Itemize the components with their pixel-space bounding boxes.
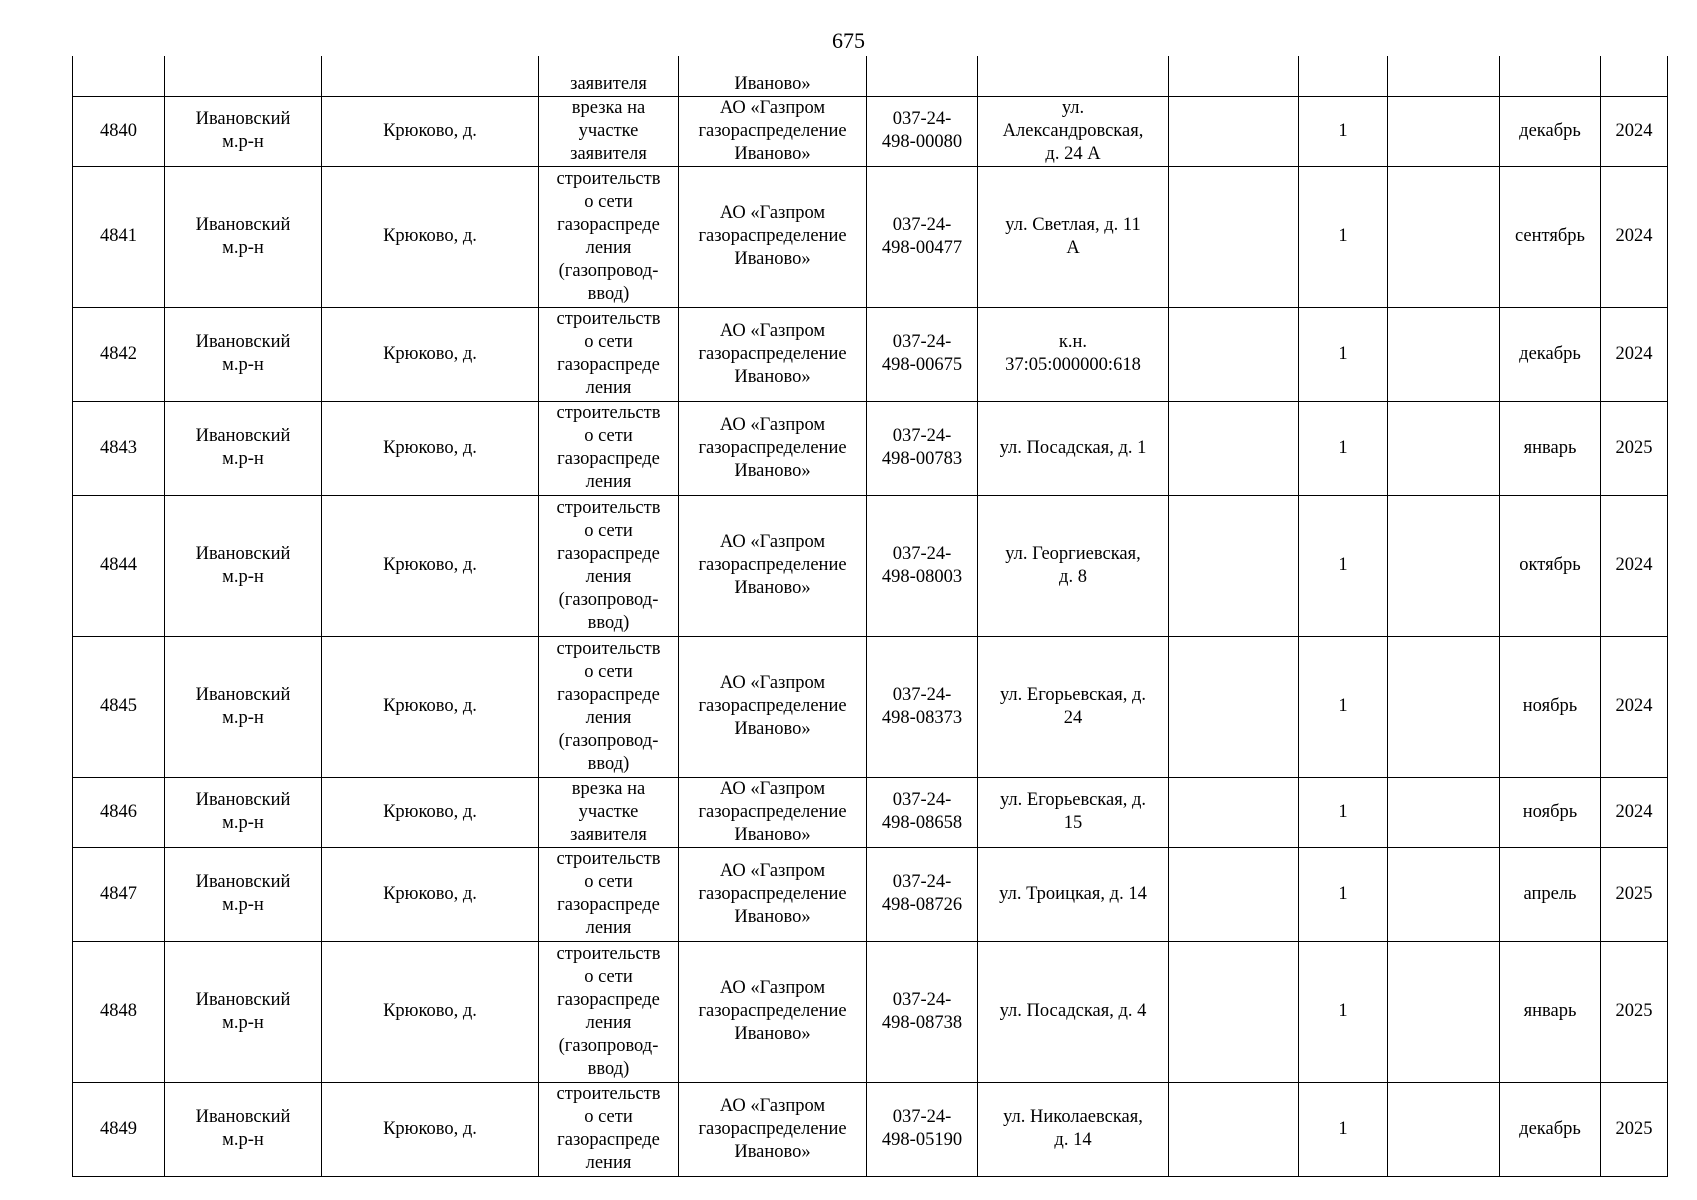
cell-organization-line: АО «Газпром: [719, 978, 826, 998]
cell-address: [978, 166, 1169, 307]
cell-work-type-line: о сети: [584, 191, 633, 212]
cell-empty: [1388, 847, 1500, 941]
cell-month: сентябрь: [1500, 166, 1601, 307]
cell-year: 2025: [1601, 847, 1668, 941]
cell-organization-line: газораспределение: [698, 226, 847, 246]
cell-organization: [679, 495, 867, 636]
cell-address: [978, 495, 1169, 636]
cell-empty: [1388, 1082, 1500, 1176]
cell-qty: 1: [1299, 401, 1388, 495]
cell-num: [73, 56, 165, 96]
cell-code-line: 037-24-: [892, 109, 952, 129]
cell-code: [867, 495, 978, 636]
cell-district-line: Ивановский: [195, 109, 291, 129]
cell-qty: 1: [1299, 636, 1388, 777]
cell-address: [978, 636, 1169, 777]
cell-organization-line: Иваново»: [734, 1141, 811, 1162]
cell-address-line: ул. Посадская, д. 1: [999, 437, 1147, 458]
cell-address-line: д. 14: [1054, 1130, 1092, 1150]
cell-district-line: м.р-н: [222, 566, 264, 587]
cell-district: [165, 636, 322, 777]
cell-address-line: ул. Егорьевская, д.: [999, 790, 1147, 810]
cell-code-line: 498-05190: [881, 1130, 963, 1150]
cell-address-line: ул. Светлая, д. 11: [1005, 214, 1141, 235]
cell-code-line: 498-00675: [881, 355, 963, 375]
cell-work-type-line: ввод): [587, 283, 630, 304]
cell-work-type-line: участке: [578, 120, 639, 141]
cell-address-line: 37:05:000000:618: [1005, 355, 1141, 375]
cell-address-line: 15: [1063, 813, 1083, 833]
cell-address: [978, 96, 1169, 166]
cell-work-type-line: газораспреде: [557, 989, 660, 1010]
cell-organization-line: Иваново»: [734, 1024, 811, 1044]
cell-district-line: м.р-н: [222, 813, 264, 833]
cell-locality: [322, 56, 539, 96]
cell-qty: 1: [1299, 1082, 1388, 1176]
cell-month: январь: [1500, 401, 1601, 495]
cell-work-type-line: о сети: [584, 332, 633, 352]
cell-locality: Крюково, д.: [322, 96, 539, 166]
cell-organization: [679, 401, 867, 495]
cell-year: 2024: [1601, 495, 1668, 636]
cell-organization: [679, 847, 867, 941]
cell-code-line: 498-00080: [881, 132, 963, 152]
cell-qty: 1: [1299, 166, 1388, 307]
cell-work-type-line: строительств: [556, 403, 661, 423]
cell-work-type-line: строительств: [556, 849, 661, 869]
cell-year: 2024: [1601, 96, 1668, 166]
table-row: [73, 847, 1668, 941]
cell-code: [867, 777, 978, 847]
cell-code-line: 498-08003: [881, 566, 963, 587]
cell-month: ноябрь: [1500, 777, 1601, 847]
cell-organization-line: Иваново»: [734, 578, 811, 598]
cell-district-line: Ивановский: [195, 684, 291, 705]
cell-organization-line: Иваново»: [734, 460, 811, 481]
cell-district-line: м.р-н: [222, 707, 264, 728]
cell-organization-line: Иваново»: [734, 143, 811, 164]
cell-work-type-line: строительств: [556, 168, 661, 189]
cell-address-line: ул.: [1061, 97, 1085, 118]
cell-work-type-line: газораспреде: [557, 449, 660, 469]
cell-code: [867, 56, 978, 96]
cell-district: [165, 847, 322, 941]
cell-empty: [1388, 166, 1500, 307]
cell-qty: 1: [1299, 96, 1388, 166]
cell-num: 4846: [73, 777, 165, 847]
cell-organization-line: газораспределение: [698, 437, 847, 458]
cell-locality: Крюково, д.: [322, 166, 539, 307]
cell-work-type: [539, 636, 679, 777]
cell-organization-line: газораспределение: [698, 801, 847, 822]
cell-work-type-line: о сети: [584, 872, 633, 892]
cell-work-type-line: ввод): [587, 612, 630, 633]
cell-address-line: ул. Троицкая, д. 14: [999, 883, 1147, 904]
cell-organization-line: газораспределение: [698, 343, 847, 364]
cell-year: [1601, 56, 1668, 96]
table-row: [73, 1082, 1668, 1176]
cell-work-type: [539, 1082, 679, 1176]
cell-district-line: м.р-н: [222, 237, 264, 258]
cell-organization-line: Иваново»: [734, 824, 811, 845]
table-row: [73, 166, 1668, 307]
cell-address-line: Александровская,: [1002, 120, 1144, 141]
cell-organization-line: АО «Газпром: [719, 1095, 826, 1116]
cell-code: [867, 1082, 978, 1176]
cell-district-line: Ивановский: [195, 214, 291, 235]
cell-district-line: Ивановский: [195, 426, 291, 446]
cell-num: 4848: [73, 941, 165, 1082]
cell-qty: 1: [1299, 495, 1388, 636]
cell-empty: [1388, 941, 1500, 1082]
cell-work-type-line: газораспреде: [557, 543, 660, 564]
cell-work-type-line: ления: [585, 1012, 632, 1033]
cell-work-type-line: о сети: [584, 966, 633, 987]
cell-organization-line: газораспределение: [698, 1001, 847, 1021]
cell-district-line: Ивановский: [195, 790, 291, 810]
cell-organization-line: Иваново»: [734, 249, 811, 269]
cell-address-line: А: [1066, 237, 1080, 258]
cell-organization: [679, 307, 867, 401]
cell-qty: 1: [1299, 847, 1388, 941]
cell-work-type-line: строительств: [556, 497, 661, 518]
cell-qty: 1: [1299, 307, 1388, 401]
cell-work-type: [539, 166, 679, 307]
cell-organization: [679, 941, 867, 1082]
cell-month: [1500, 56, 1601, 96]
cell-empty: [1388, 401, 1500, 495]
cell-code-line: 037-24-: [892, 790, 952, 810]
cell-work-type-line: ления: [585, 472, 632, 492]
cell-work-type-line: участке: [578, 801, 639, 822]
cell-address-line: ул. Георгиевская,: [1005, 543, 1141, 564]
cell-work-type-line: заявителя: [570, 143, 647, 164]
cell-organization-line: газораспределение: [698, 883, 847, 904]
cell-work-type-line: ления: [585, 237, 632, 258]
registry-table-body: [73, 56, 1668, 1176]
cell-district-line: м.р-н: [222, 1012, 264, 1033]
cell-locality: Крюково, д.: [322, 636, 539, 777]
cell-empty: [1169, 307, 1299, 401]
cell-num: 4840: [73, 96, 165, 166]
table-row: [73, 495, 1668, 636]
cell-district-line: Ивановский: [195, 543, 291, 564]
cell-work-type-line: о сети: [584, 661, 633, 682]
cell-locality: Крюково, д.: [322, 307, 539, 401]
cell-code: [867, 307, 978, 401]
cell-num: 4842: [73, 307, 165, 401]
cell-code: [867, 847, 978, 941]
cell-organization: [679, 166, 867, 307]
cell-work-type: заявителя: [539, 56, 679, 96]
cell-organization-line: АО «Газпром: [719, 203, 826, 223]
cell-empty: [1169, 847, 1299, 941]
registry-table: [72, 56, 1668, 1177]
cell-num: 4844: [73, 495, 165, 636]
cell-work-type-line: (газопровод-: [558, 589, 659, 610]
cell-organization-line: АО «Газпром: [719, 673, 826, 693]
cell-organization-line: АО «Газпром: [719, 860, 826, 881]
cell-organization-line: газораспределение: [698, 120, 847, 141]
cell-work-type: [539, 847, 679, 941]
cell-empty: [1388, 56, 1500, 96]
cell-district-line: Ивановский: [195, 872, 291, 892]
cell-work-type-line: о сети: [584, 1107, 633, 1127]
cell-year: 2025: [1601, 1082, 1668, 1176]
cell-work-type: [539, 941, 679, 1082]
cell-organization-line: АО «Газпром: [719, 414, 826, 435]
cell-organization-line: газораспределение: [698, 1118, 847, 1139]
cell-empty: [1169, 166, 1299, 307]
cell-year: 2024: [1601, 636, 1668, 777]
page-number: 675: [832, 28, 865, 53]
continuation-row: [73, 56, 1668, 96]
cell-address-line: ул. Посадская, д. 4: [999, 1001, 1147, 1021]
cell-code-line: 037-24-: [892, 1107, 952, 1127]
cell-locality: Крюково, д.: [322, 941, 539, 1082]
cell-organization-line: газораспределение: [698, 555, 847, 575]
cell-work-type-line: заявителя: [570, 824, 647, 845]
cell-address-line: ул. Егорьевская, д.: [999, 684, 1147, 705]
cell-work-type-line: ления: [585, 1153, 632, 1173]
cell-organization: [679, 1082, 867, 1176]
cell-work-type-line: строительств: [556, 943, 661, 964]
cell-month: апрель: [1500, 847, 1601, 941]
cell-empty: [1169, 56, 1299, 96]
table-row: [73, 777, 1668, 847]
cell-empty: [1388, 636, 1500, 777]
table-row: [73, 96, 1668, 166]
cell-district: [165, 401, 322, 495]
cell-district: [165, 495, 322, 636]
cell-code-line: 037-24-: [892, 332, 952, 352]
cell-work-type-line: (газопровод-: [558, 260, 659, 281]
cell-empty: [1169, 1082, 1299, 1176]
table-row: [73, 941, 1668, 1082]
cell-work-type: [539, 307, 679, 401]
cell-code-line: 037-24-: [892, 543, 952, 564]
cell-work-type-line: газораспреде: [557, 895, 660, 915]
cell-locality: Крюково, д.: [322, 777, 539, 847]
cell-organization-line: Иваново»: [734, 366, 811, 387]
cell-address-line: 24: [1063, 707, 1083, 728]
cell-code: [867, 401, 978, 495]
cell-code-line: 498-08658: [881, 813, 963, 833]
cell-work-type-line: ления: [585, 566, 632, 587]
cell-num: 4847: [73, 847, 165, 941]
cell-organization-line: АО «Газпром: [719, 97, 826, 118]
cell-code-line: 037-24-: [892, 426, 952, 446]
cell-work-type-line: ввод): [587, 753, 630, 774]
cell-address: [978, 307, 1169, 401]
cell-locality: Крюково, д.: [322, 1082, 539, 1176]
cell-work-type-line: о сети: [584, 426, 633, 446]
cell-year: 2025: [1601, 941, 1668, 1082]
cell-month: декабрь: [1500, 1082, 1601, 1176]
cell-organization: [679, 777, 867, 847]
cell-work-type-line: строительств: [556, 1084, 661, 1104]
cell-year: 2024: [1601, 166, 1668, 307]
cell-code: [867, 941, 978, 1082]
cell-code: [867, 96, 978, 166]
cell-work-type-line: строительств: [556, 309, 661, 329]
cell-empty: [1169, 941, 1299, 1082]
cell-empty: [1388, 307, 1500, 401]
cell-qty: [1299, 56, 1388, 96]
cell-district-line: м.р-н: [222, 895, 264, 915]
cell-code-line: 498-00477: [881, 237, 963, 258]
cell-empty: [1169, 636, 1299, 777]
cell-locality: Крюково, д.: [322, 847, 539, 941]
cell-month: октябрь: [1500, 495, 1601, 636]
cell-organization-line: АО «Газпром: [719, 320, 826, 341]
cell-code-line: 498-00783: [881, 449, 963, 469]
cell-work-type-line: ления: [585, 918, 632, 938]
table-row: [73, 636, 1668, 777]
cell-district-line: м.р-н: [222, 449, 264, 469]
table-row: [73, 401, 1668, 495]
cell-code-line: 037-24-: [892, 989, 952, 1010]
cell-district: [165, 96, 322, 166]
cell-month: декабрь: [1500, 307, 1601, 401]
cell-district-line: Ивановский: [195, 1107, 291, 1127]
cell-code: [867, 166, 978, 307]
cell-empty: [1388, 777, 1500, 847]
cell-empty: [1169, 401, 1299, 495]
cell-work-type-line: ления: [585, 707, 632, 728]
cell-num: 4841: [73, 166, 165, 307]
cell-work-type-line: ления: [585, 378, 632, 398]
cell-work-type: [539, 96, 679, 166]
cell-district: [165, 1082, 322, 1176]
cell-work-type-line: газораспреде: [557, 355, 660, 375]
cell-work-type-line: (газопровод-: [558, 730, 659, 751]
cell-num: 4845: [73, 636, 165, 777]
cell-organization-line: АО «Газпром: [719, 532, 826, 552]
cell-district: [165, 777, 322, 847]
cell-district-line: м.р-н: [222, 355, 264, 375]
cell-empty: [1388, 495, 1500, 636]
cell-work-type-line: врезка на: [571, 778, 646, 799]
cell-address: [978, 847, 1169, 941]
cell-work-type-line: ввод): [587, 1058, 630, 1079]
cell-address-line: ул. Николаевская,: [1003, 1107, 1143, 1127]
cell-district-line: м.р-н: [222, 132, 264, 152]
cell-address-line: к.н.: [1058, 332, 1088, 352]
cell-month: январь: [1500, 941, 1601, 1082]
cell-code-line: 037-24-: [892, 214, 952, 235]
cell-empty: [1388, 96, 1500, 166]
cell-month: декабрь: [1500, 96, 1601, 166]
cell-empty: [1169, 777, 1299, 847]
cell-work-type: [539, 495, 679, 636]
cell-work-type: [539, 401, 679, 495]
cell-empty: [1169, 495, 1299, 636]
cell-qty: 1: [1299, 777, 1388, 847]
cell-organization-line: газораспределение: [698, 696, 847, 716]
cell-code-line: 037-24-: [892, 684, 952, 705]
cell-num: 4849: [73, 1082, 165, 1176]
cell-organization-line: АО «Газпром: [719, 778, 826, 799]
cell-district: [165, 166, 322, 307]
cell-organization-line: Иваново»: [734, 719, 811, 739]
cell-qty: 1: [1299, 941, 1388, 1082]
cell-organization: [679, 636, 867, 777]
cell-locality: Крюково, д.: [322, 495, 539, 636]
cell-district: [165, 307, 322, 401]
cell-address: [978, 941, 1169, 1082]
cell-work-type-line: газораспреде: [557, 684, 660, 705]
cell-work-type-line: газораспреде: [557, 1130, 660, 1150]
cell-organization: [679, 96, 867, 166]
cell-district: [165, 56, 322, 96]
cell-code-line: 037-24-: [892, 872, 952, 892]
cell-address: [978, 56, 1169, 96]
cell-work-type-line: газораспреде: [557, 214, 660, 235]
cell-organization-line: Иваново»: [734, 906, 811, 927]
cell-code-line: 498-08738: [881, 1012, 963, 1033]
cell-work-type: [539, 777, 679, 847]
cell-district-line: Ивановский: [195, 989, 291, 1010]
cell-work-type-line: строительств: [556, 638, 661, 659]
cell-organization: Иваново»: [679, 56, 867, 96]
cell-address-line: д. 8: [1059, 566, 1087, 587]
cell-work-type-line: врезка на: [571, 97, 646, 118]
cell-district-line: Ивановский: [195, 332, 291, 352]
cell-locality: Крюково, д.: [322, 401, 539, 495]
cell-address: [978, 401, 1169, 495]
cell-address-line: д. 24 А: [1045, 143, 1101, 164]
cell-code-line: 498-08726: [881, 895, 963, 915]
cell-address: [978, 777, 1169, 847]
cell-month: ноябрь: [1500, 636, 1601, 777]
cell-district-line: м.р-н: [222, 1130, 264, 1150]
cell-work-type-line: о сети: [584, 520, 633, 541]
cell-code: [867, 636, 978, 777]
cell-district: [165, 941, 322, 1082]
table-row: [73, 307, 1668, 401]
cell-work-type-line: (газопровод-: [558, 1035, 659, 1056]
cell-year: 2025: [1601, 401, 1668, 495]
cell-num: 4843: [73, 401, 165, 495]
cell-year: 2024: [1601, 307, 1668, 401]
cell-code-line: 498-08373: [881, 707, 963, 728]
cell-address: [978, 1082, 1169, 1176]
cell-empty: [1169, 96, 1299, 166]
cell-year: 2024: [1601, 777, 1668, 847]
